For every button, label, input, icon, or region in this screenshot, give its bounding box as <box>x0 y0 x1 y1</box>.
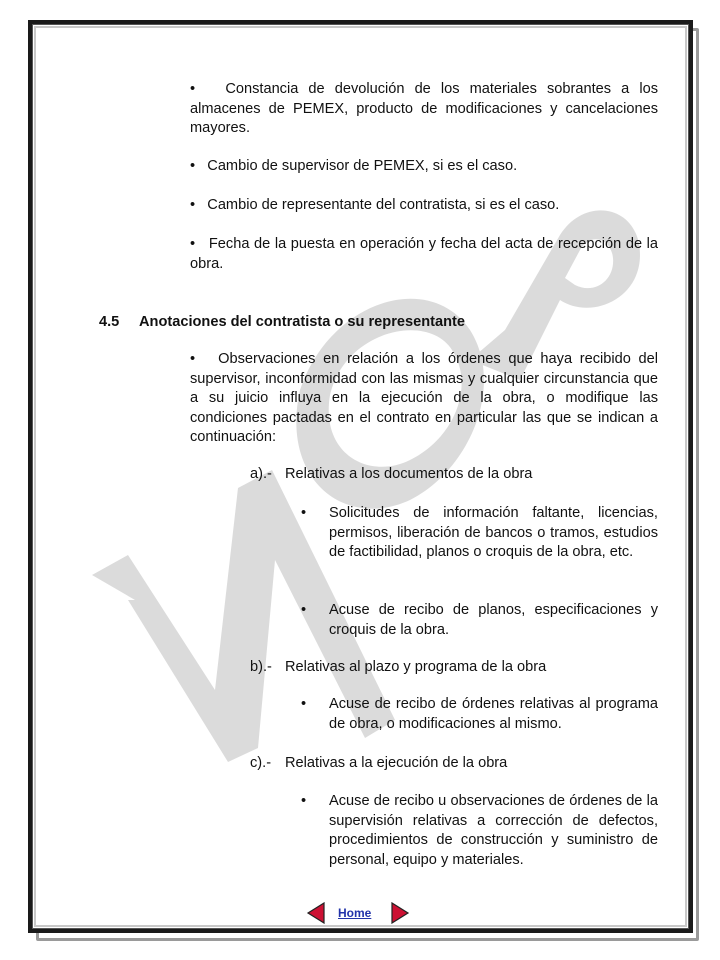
subsection-title: Relativas a los documentos de la obra <box>285 466 533 482</box>
list-item: Acuse de recibo de planos, especificaciones y croquis de la obra. <box>329 602 658 638</box>
subsection-title: Relativas al plazo y programa de la obra <box>285 659 547 675</box>
subsection-label: c).- <box>250 755 272 771</box>
section-heading: 4.5 <box>99 314 120 330</box>
list-item: Acuse de recibo de órdenes relativas al programa de obra, o modificaciones al mismo. <box>329 696 658 732</box>
subsection-label: a).- <box>250 466 272 482</box>
bullet-glyph: • <box>301 602 307 618</box>
subsection-label: b).- <box>250 659 272 675</box>
list-item: • Observaciones en relación a los órdenes que haya recibido del supervisor, inconformidad con las mismas y cualquier circunstancia que a su juicio influya en la ejecución de la obra, o modifique las condiciones pactadas en el contrato en particular las que se indican a continuación: <box>190 351 658 445</box>
bullet-glyph: • <box>301 696 307 712</box>
list-item: • Fecha de la puesta en operación y fecha del acta de recepción de la obra. <box>190 236 659 272</box>
bullet-glyph: • <box>301 505 307 521</box>
list-item: • Cambio de supervisor de PEMEX, si es el caso. <box>190 158 518 174</box>
next-arrow-icon[interactable] <box>390 902 410 924</box>
list-item: • Cambio de representante del contratista, si es el caso. <box>190 197 560 213</box>
list-item: • Constancia de devolución de los materiales sobrantes a los almacenes de PEMEX, producto de modificaciones y cancelaciones mayores. <box>190 81 658 136</box>
section-title: Anotaciones del contratista o su representante <box>139 314 466 330</box>
prev-arrow-icon[interactable] <box>306 902 326 924</box>
list-item: Solicitudes de información faltante, licencias, permisos, liberación de bancos o tramos, estudios de factibilidad, planos o croquis de la obra, etc. <box>329 505 658 560</box>
list-item: Acuse de recibo u observaciones de órdenes de la supervisión relativas a corrección de defectos, procedimientos de construcción y suministro de personal, equipo y materiales. <box>329 793 658 868</box>
home-link[interactable]: Home <box>338 906 372 920</box>
bullet-glyph: • <box>301 793 307 809</box>
subsection-title: Relativas a la ejecución de la obra <box>285 755 508 771</box>
